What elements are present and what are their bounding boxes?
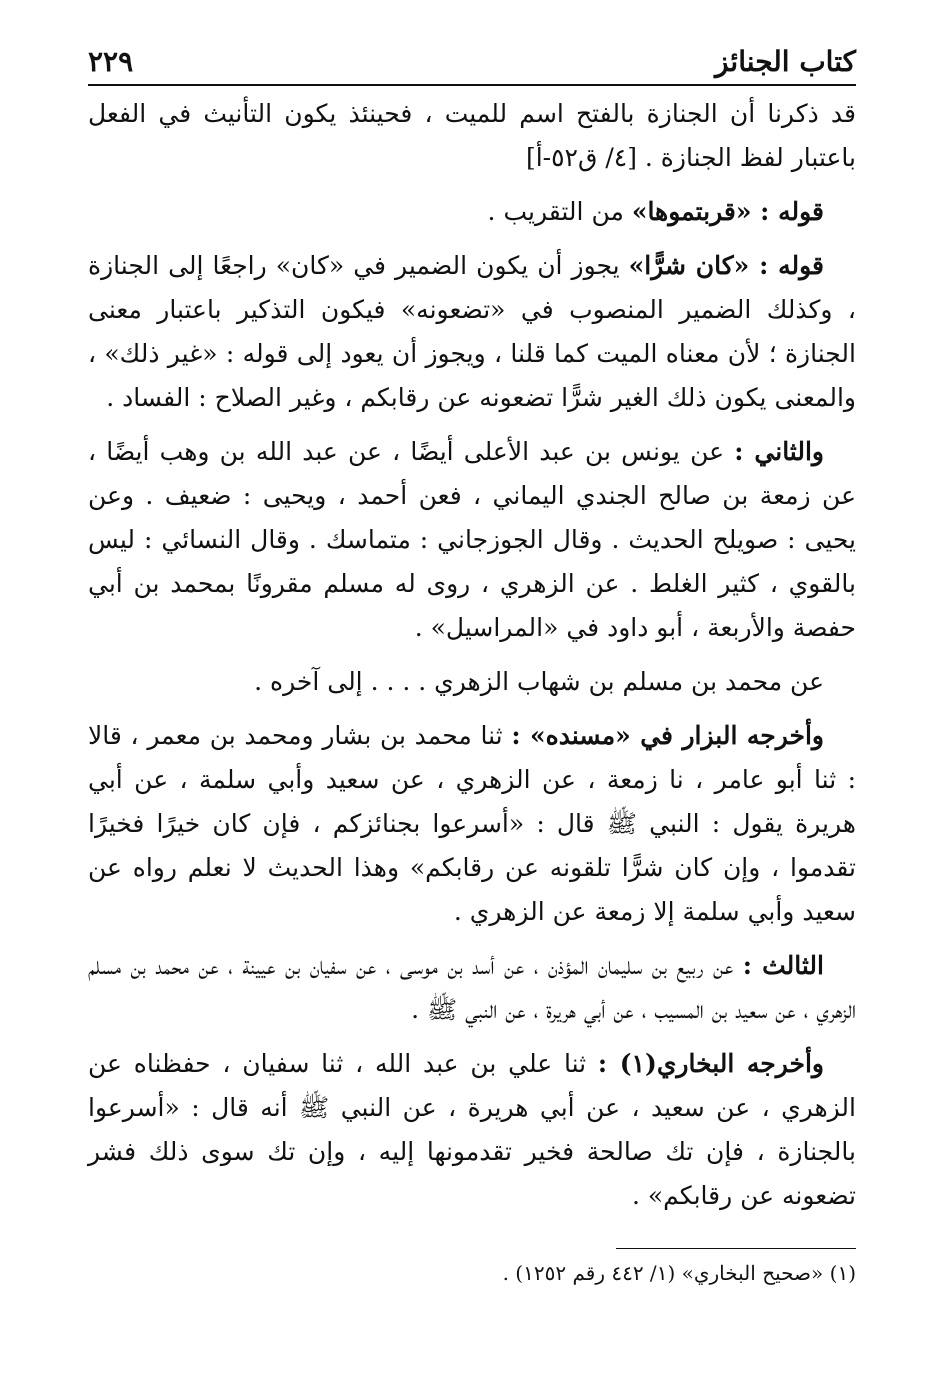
paragraph-text: ثنا محمد بن بشار ومحمد بن معمر ، قالا : ثنا أبو عامر ، نا زمعة ، عن الزهري ، عن سعيد وأبي سلمة ، عن أبي هريرة يقول : النبي ﷺ قال : «أسرعوا بجنائزكم ، فإن كان خيرًا فخيرًا تقدموا ، وإن كان شرًّا تلقونه عن رقابكم» وهذا الحديث لا نعلم رواه عن سعيد وأبي سلمة إلا زمعة عن الزهري . xyxy=(88,721,856,926)
paragraph-text: ثنا علي بن عبد الله ، ثنا سفيان ، حفظناه عن الزهري ، عن سعيد ، عن أبي هريرة ، عن النبي ﷺ أنه قال : «أسرعوا بالجنازة ، فإن تك صالحة فخير تقدمونها إليه ، وإن تك سوى ذلك فشر تضعونه عن رقابكم» . xyxy=(88,1049,856,1210)
paragraph-lead: قوله : «كان شرًّا» xyxy=(628,251,824,280)
page-number: ٢٢٩ xyxy=(88,45,134,78)
paragraph-lead: الثالث : xyxy=(742,951,825,980)
paragraph-text: قد ذكرنا أن الجنازة بالفتح اسم للميت ، فحينئذ يكون التأنيث في الفعل باعتبار لفظ الجنازة . [٤/ ق٥٢-أ] xyxy=(88,99,856,172)
footnote: (١) «صحيح البخاري» (١/ ٤٤٢ رقم ١٢٥٢) . xyxy=(502,1261,856,1285)
page-body xyxy=(88,92,856,1228)
paragraph xyxy=(88,190,856,234)
paragraph xyxy=(88,1042,856,1218)
paragraph-text: عن ربيع بن سليمان المؤذن ، عن أسد بن موسى ، عن سفيان بن عيينة ، عن محمد بن مسلم الزهري ، عن سعيد بن المسيب ، عن أبي هريرة ، عن النبي ﷺ . xyxy=(88,951,856,1024)
paragraph xyxy=(88,244,856,420)
paragraph-text: عن يونس بن عبد الأعلى أيضًا ، عن عبد الله بن وهب أيضًا ، عن زمعة بن صالح الجندي اليماني ، فعن أحمد ، ويحيى : ضعيف . وعن يحيى : صويلح الحديث . وقال الجوزجاني : متماسك . وقال النسائي : ليس بالقوي ، كثير الغلط . عن الزهري ، روى له مسلم مقرونًا بمحمد بن أبي حفصة والأربعة ، أبو داود في «المراسيل» . xyxy=(88,437,856,642)
paragraph-lead: والثاني : xyxy=(734,437,824,466)
paragraph xyxy=(88,92,856,180)
page-header xyxy=(88,30,856,86)
paragraph-lead: وأخرجه البخاري(١) : xyxy=(597,1049,824,1078)
footnote-divider xyxy=(616,1248,856,1249)
paragraph-text: يجوز أن يكون الضمير في «كان» راجعًا إلى الجنازة ، وكذلك الضمير المنصوب في «تضعونه» فيكون التذكير باعتبار معنى الجنازة ؛ لأن معناه الميت كما قلنا ، ويجوز أن يعود إلى قوله : «غير ذلك» ، والمعنى يكون ذلك الغير شرًّا تضعونه عن رقابكم ، وغير الصلاح : الفساد . xyxy=(88,251,856,412)
paragraph-lead: وأخرجه البزار في «مسنده» : xyxy=(511,721,824,750)
paragraph xyxy=(88,430,856,650)
paragraph-lead: قوله : «قربتموها» xyxy=(631,197,824,226)
chapter-title: كتاب الجنائز xyxy=(714,45,856,78)
paragraph-text: من التقريب . xyxy=(487,197,632,226)
paragraph xyxy=(88,944,856,1032)
paragraph xyxy=(88,660,856,704)
paragraph xyxy=(88,714,856,934)
paragraph-text: عن محمد بن مسلم بن شهاب الزهري . . . . إلى آخره . xyxy=(254,667,824,696)
